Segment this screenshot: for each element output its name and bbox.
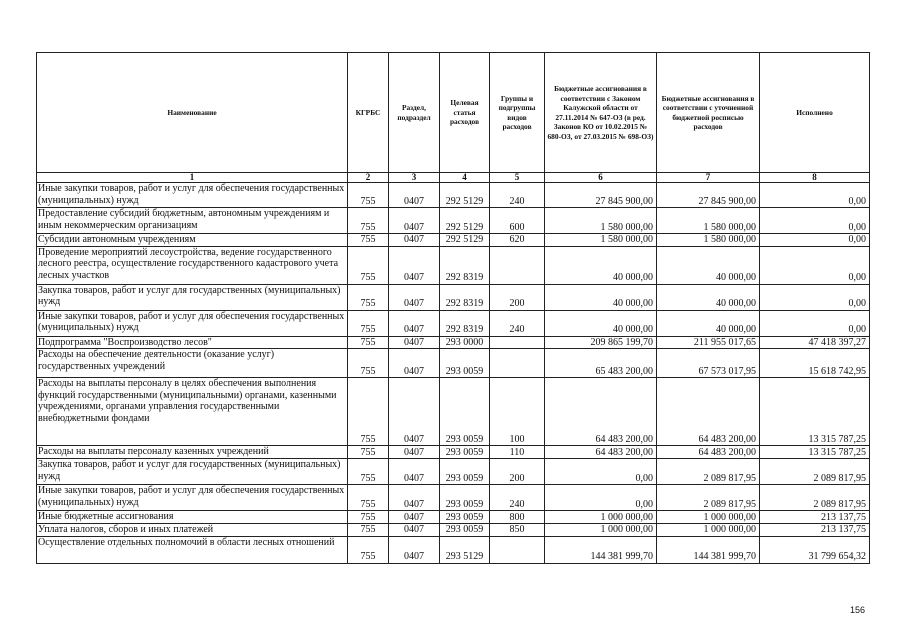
row-budget-plan: 2 089 817,95 bbox=[657, 485, 760, 511]
row-kgrbs: 755 bbox=[348, 511, 389, 524]
row-article: 292 8319 bbox=[440, 246, 490, 284]
row-budget-plan: 1 580 000,00 bbox=[657, 234, 760, 247]
row-kgrbs: 755 bbox=[348, 336, 389, 349]
row-kgrbs: 755 bbox=[348, 378, 389, 446]
table-row bbox=[37, 208, 870, 234]
row-article: 293 5129 bbox=[440, 536, 490, 563]
row-executed: 0,00 bbox=[760, 208, 870, 234]
col-number: 7 bbox=[657, 173, 760, 183]
row-executed: 0,00 bbox=[760, 234, 870, 247]
row-executed: 13 315 787,25 bbox=[760, 378, 870, 446]
header-executed: Исполнено bbox=[760, 53, 870, 173]
row-executed: 15 618 742,95 bbox=[760, 349, 870, 378]
row-name: Расходы на выплаты персоналу в целях обеспечения выполнения функций государственными (муниципальными) органами, казенными учреждениями, органами управления государственными внебюджетными фондами bbox=[37, 378, 348, 446]
row-name: Иные закупки товаров, работ и услуг для обеспечения государственных (муниципальных) нужд bbox=[37, 310, 348, 336]
row-group: 240 bbox=[490, 183, 545, 208]
row-group bbox=[490, 246, 545, 284]
row-budget-plan: 211 955 017,65 bbox=[657, 336, 760, 349]
table-row bbox=[37, 378, 870, 446]
row-kgrbs: 755 bbox=[348, 246, 389, 284]
row-kgrbs: 755 bbox=[348, 284, 389, 310]
row-kgrbs: 755 bbox=[348, 234, 389, 247]
row-budget-plan: 67 573 017,95 bbox=[657, 349, 760, 378]
row-budget-law: 65 483 200,00 bbox=[545, 349, 657, 378]
row-kgrbs: 755 bbox=[348, 536, 389, 563]
page-number: 156 bbox=[850, 605, 866, 615]
header-name: Наименование bbox=[37, 53, 348, 173]
row-executed: 47 418 397,27 bbox=[760, 336, 870, 349]
row-section: 0407 bbox=[389, 459, 440, 485]
row-article: 292 5129 bbox=[440, 234, 490, 247]
row-name: Субсидии автономным учреждениям bbox=[37, 234, 348, 247]
row-budget-law: 144 381 999,70 bbox=[545, 536, 657, 563]
row-section: 0407 bbox=[389, 310, 440, 336]
row-group: 850 bbox=[490, 524, 545, 537]
row-section: 0407 bbox=[389, 446, 440, 459]
row-budget-law: 1 000 000,00 bbox=[545, 524, 657, 537]
row-executed: 0,00 bbox=[760, 310, 870, 336]
row-executed: 213 137,75 bbox=[760, 524, 870, 537]
budget-table bbox=[36, 52, 870, 564]
table-row bbox=[37, 459, 870, 485]
table-row bbox=[37, 310, 870, 336]
row-group: 800 bbox=[490, 511, 545, 524]
row-kgrbs: 755 bbox=[348, 310, 389, 336]
row-group: 100 bbox=[490, 378, 545, 446]
col-number: 6 bbox=[545, 173, 657, 183]
table-row bbox=[37, 511, 870, 524]
row-executed: 13 315 787,25 bbox=[760, 446, 870, 459]
header-article: Целевая статья расходов bbox=[440, 53, 490, 173]
row-executed: 2 089 817,95 bbox=[760, 485, 870, 511]
row-kgrbs: 755 bbox=[348, 524, 389, 537]
row-name: Предоставление субсидий бюджетным, автономным учреждениям и иным некоммерческим организациям bbox=[37, 208, 348, 234]
row-article: 292 8319 bbox=[440, 310, 490, 336]
row-executed: 213 137,75 bbox=[760, 511, 870, 524]
row-section: 0407 bbox=[389, 183, 440, 208]
col-number: 5 bbox=[490, 173, 545, 183]
row-budget-law: 1 580 000,00 bbox=[545, 234, 657, 247]
row-name: Осуществление отдельных полномочий в области лесных отношений bbox=[37, 536, 348, 563]
row-article: 292 5129 bbox=[440, 183, 490, 208]
row-budget-plan: 27 845 900,00 bbox=[657, 183, 760, 208]
row-budget-law: 27 845 900,00 bbox=[545, 183, 657, 208]
row-article: 293 0059 bbox=[440, 524, 490, 537]
row-article: 292 8319 bbox=[440, 284, 490, 310]
row-section: 0407 bbox=[389, 208, 440, 234]
row-section: 0407 bbox=[389, 378, 440, 446]
row-kgrbs: 755 bbox=[348, 183, 389, 208]
row-group: 200 bbox=[490, 459, 545, 485]
row-executed: 0,00 bbox=[760, 183, 870, 208]
row-budget-plan: 64 483 200,00 bbox=[657, 446, 760, 459]
row-group bbox=[490, 536, 545, 563]
col-number: 4 bbox=[440, 173, 490, 183]
row-name: Расходы на выплаты персоналу казенных учреждений bbox=[37, 446, 348, 459]
row-budget-law: 1 000 000,00 bbox=[545, 511, 657, 524]
row-budget-law: 40 000,00 bbox=[545, 310, 657, 336]
row-group bbox=[490, 349, 545, 378]
table-row bbox=[37, 524, 870, 537]
table-row bbox=[37, 446, 870, 459]
table-body bbox=[37, 183, 870, 564]
row-budget-law: 1 580 000,00 bbox=[545, 208, 657, 234]
row-budget-law: 0,00 bbox=[545, 485, 657, 511]
row-budget-plan: 40 000,00 bbox=[657, 310, 760, 336]
row-name: Иные бюджетные ассигнования bbox=[37, 511, 348, 524]
table-row bbox=[37, 246, 870, 284]
row-article: 293 0000 bbox=[440, 336, 490, 349]
row-name: Уплата налогов, сборов и иных платежей bbox=[37, 524, 348, 537]
row-budget-law: 64 483 200,00 bbox=[545, 446, 657, 459]
header-kgrbs: КГРБС bbox=[348, 53, 389, 173]
row-group bbox=[490, 336, 545, 349]
table-row bbox=[37, 284, 870, 310]
row-budget-law: 64 483 200,00 bbox=[545, 378, 657, 446]
row-section: 0407 bbox=[389, 511, 440, 524]
row-budget-plan: 1 000 000,00 bbox=[657, 511, 760, 524]
table-row bbox=[37, 485, 870, 511]
row-section: 0407 bbox=[389, 536, 440, 563]
table-row bbox=[37, 234, 870, 247]
row-name: Иные закупки товаров, работ и услуг для обеспечения государственных (муниципальных) нужд bbox=[37, 183, 348, 208]
row-group: 240 bbox=[490, 485, 545, 511]
row-budget-plan: 40 000,00 bbox=[657, 284, 760, 310]
row-section: 0407 bbox=[389, 246, 440, 284]
header-budget-law: Бюджетные ассигнования в соответствии с Законом Калужской области от 27.11.2014 № 647-ОЗ (в ред. Законов КО от 10.02.2015 № 680-ОЗ, от 27.03.2015 № 698-ОЗ) bbox=[545, 53, 657, 173]
row-article: 293 0059 bbox=[440, 485, 490, 511]
row-group: 110 bbox=[490, 446, 545, 459]
row-budget-plan: 40 000,00 bbox=[657, 246, 760, 284]
row-executed: 2 089 817,95 bbox=[760, 459, 870, 485]
row-name: Подпрограмма "Воспроизводство лесов" bbox=[37, 336, 348, 349]
row-executed: 31 799 654,32 bbox=[760, 536, 870, 563]
row-name: Иные закупки товаров, работ и услуг для обеспечения государственных (муниципальных) нужд bbox=[37, 485, 348, 511]
header-groups: Группы и подгруппы видов расходов bbox=[490, 53, 545, 173]
row-budget-plan: 64 483 200,00 bbox=[657, 378, 760, 446]
row-section: 0407 bbox=[389, 349, 440, 378]
row-budget-law: 40 000,00 bbox=[545, 246, 657, 284]
row-section: 0407 bbox=[389, 284, 440, 310]
col-number: 3 bbox=[389, 173, 440, 183]
row-kgrbs: 755 bbox=[348, 459, 389, 485]
row-group: 620 bbox=[490, 234, 545, 247]
row-group: 240 bbox=[490, 310, 545, 336]
row-executed: 0,00 bbox=[760, 246, 870, 284]
row-section: 0407 bbox=[389, 524, 440, 537]
row-kgrbs: 755 bbox=[348, 485, 389, 511]
table-row bbox=[37, 336, 870, 349]
table-row bbox=[37, 536, 870, 563]
table-row bbox=[37, 349, 870, 378]
row-budget-law: 40 000,00 bbox=[545, 284, 657, 310]
row-kgrbs: 755 bbox=[348, 446, 389, 459]
row-name: Проведение мероприятий лесоустройства, ведение государственного лесного реестра, осуществление государственного кадастрового учета лесных участков bbox=[37, 246, 348, 284]
row-group: 600 bbox=[490, 208, 545, 234]
row-article: 293 0059 bbox=[440, 459, 490, 485]
header-budget-plan: Бюджетные ассигнования в соответствии с уточненной бюджетной росписью расходов bbox=[657, 53, 760, 173]
header-section: Раздел, подраздел bbox=[389, 53, 440, 173]
col-number: 1 bbox=[37, 173, 348, 183]
row-section: 0407 bbox=[389, 336, 440, 349]
row-name: Закупка товаров, работ и услуг для государственных (муниципальных) нужд bbox=[37, 459, 348, 485]
row-name: Закупка товаров, работ и услуг для государственных (муниципальных) нужд bbox=[37, 284, 348, 310]
column-number-row bbox=[37, 173, 870, 183]
col-number: 8 bbox=[760, 173, 870, 183]
row-executed: 0,00 bbox=[760, 284, 870, 310]
row-article: 293 0059 bbox=[440, 349, 490, 378]
row-budget-plan: 1 000 000,00 bbox=[657, 524, 760, 537]
row-section: 0407 bbox=[389, 234, 440, 247]
header-row bbox=[37, 53, 870, 173]
col-number: 2 bbox=[348, 173, 389, 183]
row-budget-law: 0,00 bbox=[545, 459, 657, 485]
row-kgrbs: 755 bbox=[348, 208, 389, 234]
row-budget-plan: 2 089 817,95 bbox=[657, 459, 760, 485]
row-name: Расходы на обеспечение деятельности (оказание услуг) государственных учреждений bbox=[37, 349, 348, 378]
row-budget-plan: 1 580 000,00 bbox=[657, 208, 760, 234]
table-row bbox=[37, 183, 870, 208]
row-group: 200 bbox=[490, 284, 545, 310]
row-section: 0407 bbox=[389, 485, 440, 511]
row-budget-law: 209 865 199,70 bbox=[545, 336, 657, 349]
row-budget-plan: 144 381 999,70 bbox=[657, 536, 760, 563]
row-article: 293 0059 bbox=[440, 378, 490, 446]
row-kgrbs: 755 bbox=[348, 349, 389, 378]
row-article: 293 0059 bbox=[440, 446, 490, 459]
row-article: 293 0059 bbox=[440, 511, 490, 524]
row-article: 292 5129 bbox=[440, 208, 490, 234]
